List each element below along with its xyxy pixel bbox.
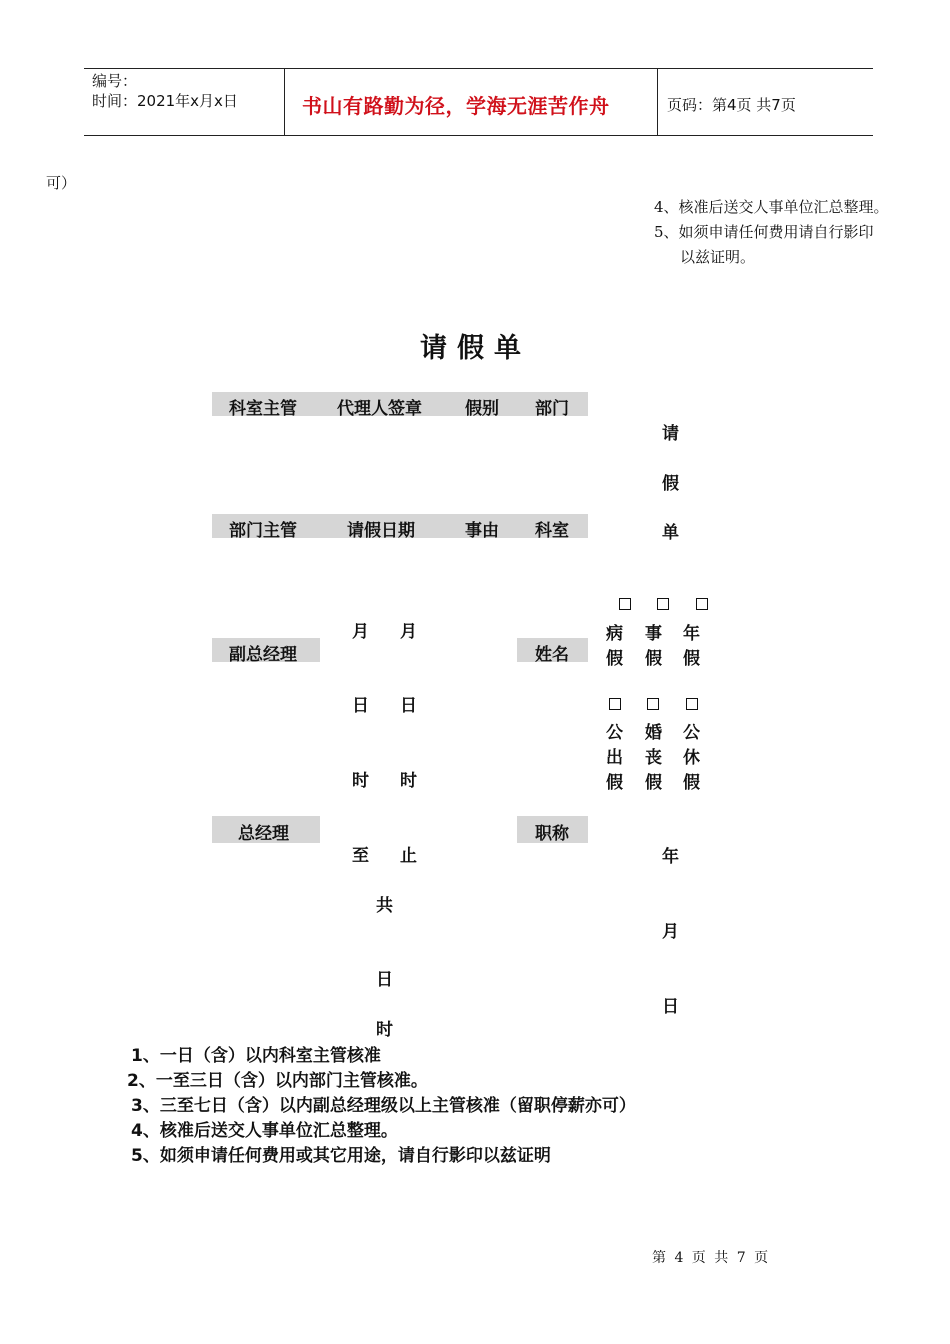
marriage-leave-line3: 假 [645,773,662,793]
checkbox-personal-leave[interactable] [657,598,669,610]
form-title: 请假单 [420,333,531,364]
marriage-leave-line1: 婚 [645,723,662,743]
checkbox-public-holiday-leave[interactable] [686,698,698,710]
personal-leave-line2: 假 [645,649,662,669]
label-job-title: 职称 [535,824,569,844]
header-top-rule [84,68,873,69]
public-leave-line3: 假 [683,773,700,793]
personal-leave-line1: 事 [645,624,662,644]
total-days: 日 [376,970,393,990]
checkbox-business-leave[interactable] [609,698,621,710]
sign-date-month: 月 [662,922,679,942]
rule-2: 2、一至三日（含）以内部门主管核准。 [127,1071,428,1091]
date-start-day: 日 [352,696,369,716]
total-label: 共 [376,896,393,916]
label-leave-type: 假别 [465,399,499,419]
rule-3: 3、三至七日（含）以内副总经理级以上主管核准（留职停薪亦可） [131,1096,636,1116]
vertical-title-char-1: 请 [662,424,679,444]
date-from-label: 至 [352,846,369,866]
time-label: 时间：2021年x月x日 [92,92,238,110]
sign-date-year: 年 [662,847,679,867]
prev-note-4: 4、核准后送交人事单位汇总整理。 [654,198,889,216]
label-reason: 事由 [465,521,499,541]
header-divider-left [284,68,285,136]
vertical-title-char-3: 单 [662,523,679,543]
checkbox-sick-leave[interactable] [619,598,631,610]
sign-date-day: 日 [662,997,679,1017]
rule-4: 4、核准后送交人事单位汇总整理。 [131,1121,398,1141]
date-start-month: 月 [352,622,369,642]
rule-1: 1、一日（含）以内科室主管核准 [131,1046,381,1066]
label-general-manager: 总经理 [238,824,289,844]
business-leave-line3: 假 [606,773,623,793]
label-vice-general-manager: 副总经理 [229,645,297,665]
date-to-label: 止 [400,846,417,866]
date-end-day: 日 [400,696,417,716]
label-agent-signature: 代理人签章 [337,399,422,419]
prev-note-5-cont: 以兹证明。 [680,248,756,266]
label-section: 科室 [535,521,569,541]
marriage-leave-line2: 丧 [645,748,662,768]
total-hours: 时 [376,1020,393,1040]
label-name: 姓名 [535,645,569,665]
prev-tail: 可） [46,174,77,192]
checkbox-annual-leave[interactable] [696,598,708,610]
business-leave-line1: 公 [606,723,623,743]
label-department: 部门 [535,399,569,419]
label-department-supervisor: 部门主管 [229,521,297,541]
motto: 书山有路勤为径，学海无涯苦作舟 [302,94,610,118]
label-leave-date: 请假日期 [347,521,415,541]
vertical-title-char-2: 假 [662,474,679,494]
checkbox-marriage-funeral-leave[interactable] [647,698,659,710]
header-divider-right [657,68,658,136]
sick-leave-line2: 假 [606,649,623,669]
business-leave-line2: 出 [606,748,623,768]
rule-5: 5、如须申请任何费用或其它用途，请自行影印以兹证明 [131,1146,551,1166]
date-start-hour: 时 [352,771,369,791]
date-end-hour: 时 [400,771,417,791]
serial-label: 编号： [92,72,138,90]
header-bottom-rule [84,135,873,136]
sick-leave-line1: 病 [606,624,623,644]
label-section-supervisor: 科室主管 [229,399,297,419]
public-leave-line2: 休 [683,748,700,768]
prev-note-5: 5、如须申请任何费用请自行影印 [654,223,874,241]
annual-leave-line1: 年 [683,624,700,644]
page-label: 页码：第4页 共7页 [667,96,796,114]
footer-page-number: 第 4 页 共 7 页 [652,1250,771,1266]
public-leave-line1: 公 [683,723,700,743]
annual-leave-line2: 假 [683,649,700,669]
date-end-month: 月 [400,622,417,642]
